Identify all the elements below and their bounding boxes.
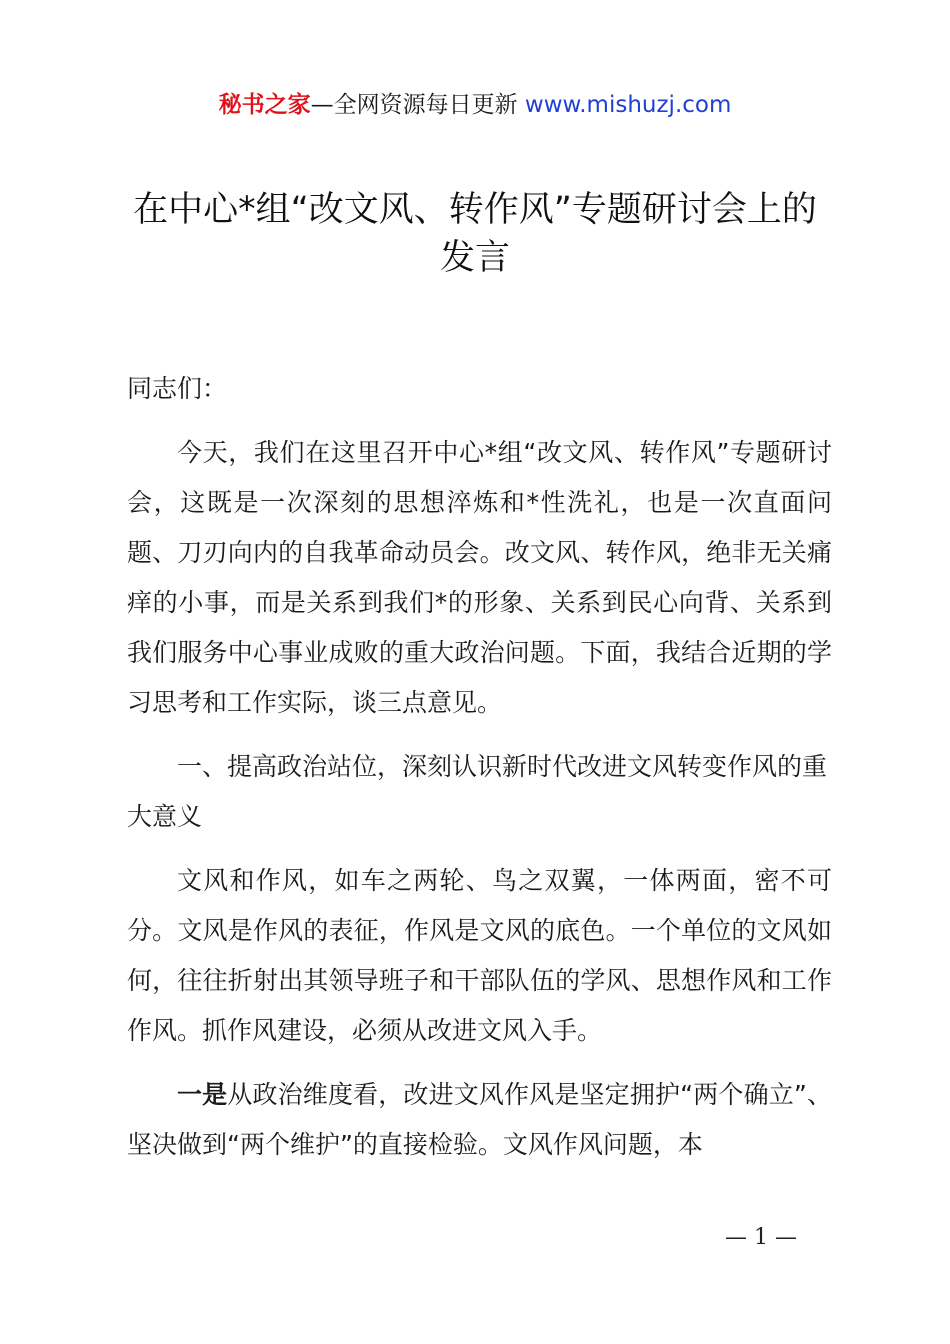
point-1-paragraph xyxy=(127,1070,832,1170)
point-1-lead: 一是 xyxy=(177,1080,228,1109)
document-title: 在中心*组“改文风、转作风”专题研讨会上的发言 xyxy=(133,190,817,278)
section-1-heading: 一、提高政治站位，深刻认识新时代改进文风转变作风的重大意义 xyxy=(127,752,828,831)
salutation: 同志们： xyxy=(127,374,228,403)
brand-name: 秘书之家 xyxy=(218,92,311,118)
site-header xyxy=(0,88,950,122)
header-tagline: —全网资源每日更新 xyxy=(310,92,525,118)
intro-paragraph: 今天，我们在这里召开中心*组“改文风、转作风”专题研讨会，这既是一次深刻的思想淬炼和*性洗礼，也是一次直面问题、刀刃向内的自我革命动员会。改文风、转作风，绝非无关痛痒的小事，而是关系到我们*的形象、关系到民心向背、关系到我们服务中心事业成败的重大政治问题。下面，我结合近期的学习思考和工作实际，谈三点意见。 xyxy=(127,438,832,717)
page-number: — 1 — xyxy=(725,1225,797,1250)
site-url-link[interactable]: www.mishuzj.com xyxy=(524,92,732,118)
document-body xyxy=(127,364,832,1184)
point-1-text: 从政治维度看，改进文风作风是坚定拥护“两个确立”、坚决做到“两个维护”的直接检验。文风作风问题，本 xyxy=(127,1080,832,1159)
section-1-paragraph: 文风和作风，如车之两轮、鸟之双翼，一体两面，密不可分。文风是作风的表征，作风是文风的底色。一个单位的文风如何，往往折射出其领导班子和干部队伍的学风、思想作风和工作作风。抓作风建设，必须从改进文风入手。 xyxy=(127,866,832,1045)
